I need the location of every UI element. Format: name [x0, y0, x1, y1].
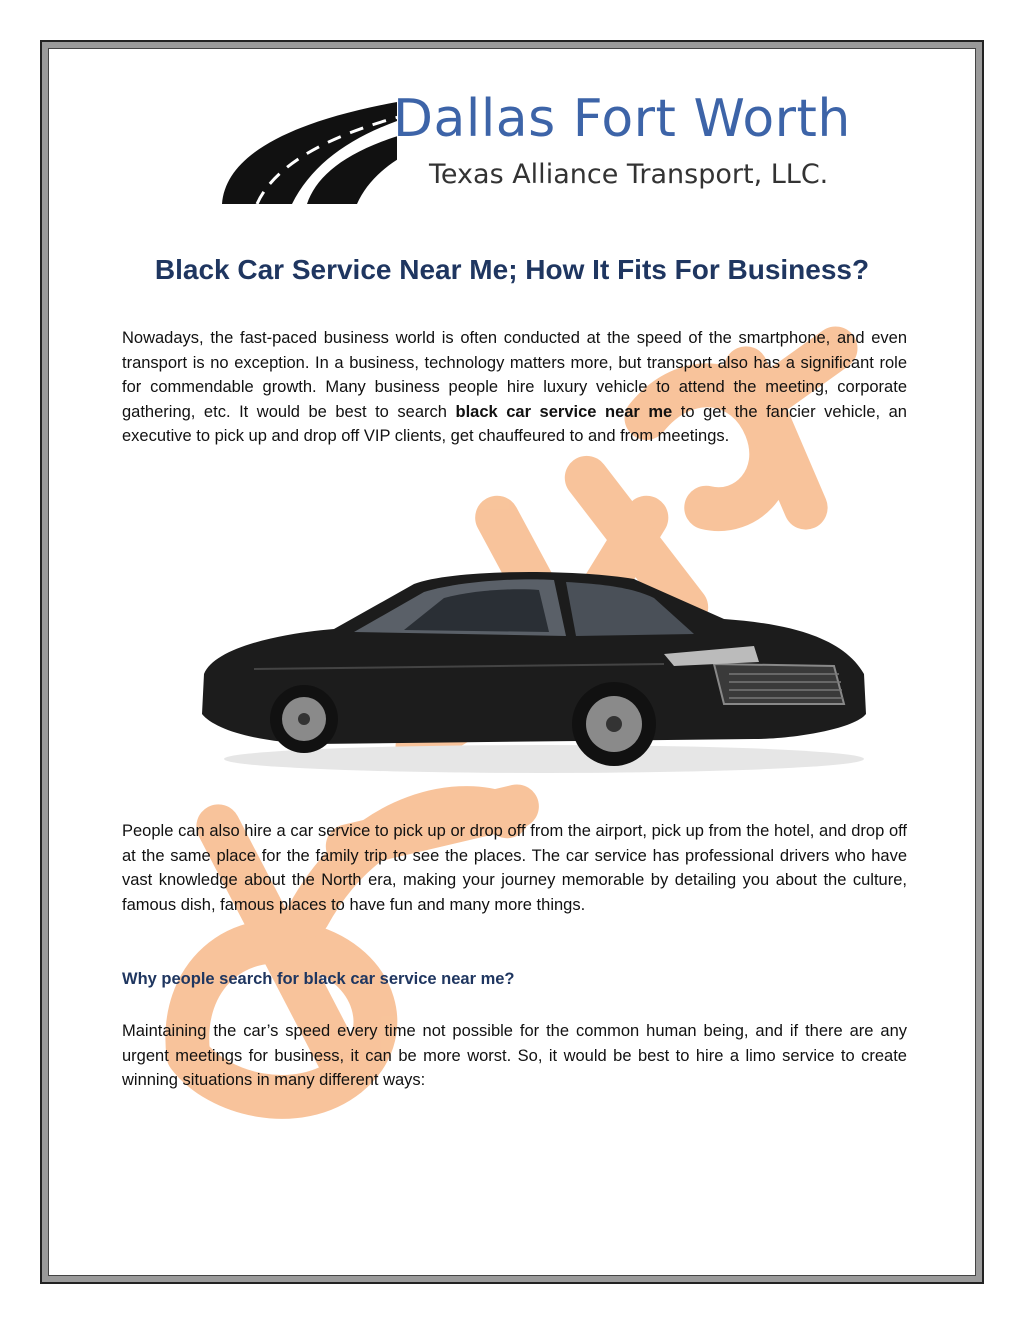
third-paragraph: Maintaining the car’s speed every time not possible for the common human being, and if there are any urgent meetings for business, it can be more worst. So, it would be best to hire a limo service to create winning situations in many different ways:	[122, 1022, 907, 1089]
page-frame	[40, 40, 984, 1284]
black-sedan-image	[194, 554, 874, 784]
intro-keyword: black car service near me	[455, 402, 673, 421]
page-title: Black Car Service Near Me; How It Fits For Business?	[154, 254, 870, 285]
logo-subtitle: Texas Alliance Transport, LLC.	[429, 159, 829, 190]
intro-text-end: to get the fancier vehicle, an executive to pick up and drop off VIP clients, get chauffeured to and from meetings.	[122, 402, 907, 445]
road-swoosh-icon	[217, 79, 397, 209]
company-logo	[217, 79, 887, 209]
logo-title: Dallas Fort Worth	[393, 89, 851, 149]
section-heading: Why people search for black car service near me?	[122, 970, 515, 988]
page-content	[48, 48, 976, 1276]
intro-text-start: Nowadays, the fast-paced business world is often conducted at the speed of the smartphone, and even transport is no exception. In a business, technology matters more, but transport also has a significant role for commendable growth. Many business people hire luxury vehicle to attend the meeting, corporate gathering, etc. It would be best to search	[122, 329, 907, 421]
intro-paragraph	[122, 326, 907, 449]
second-paragraph: People can also hire a car service to pick up or drop off from the airport, pick up from the hotel, and drop off at the same place for the family trip to see the places. The car service has professional drivers who have vast knowledge about the North era, making your journey memorable by detailing you about the culture, famous dish, famous places to have fun and many more things.	[122, 822, 907, 914]
